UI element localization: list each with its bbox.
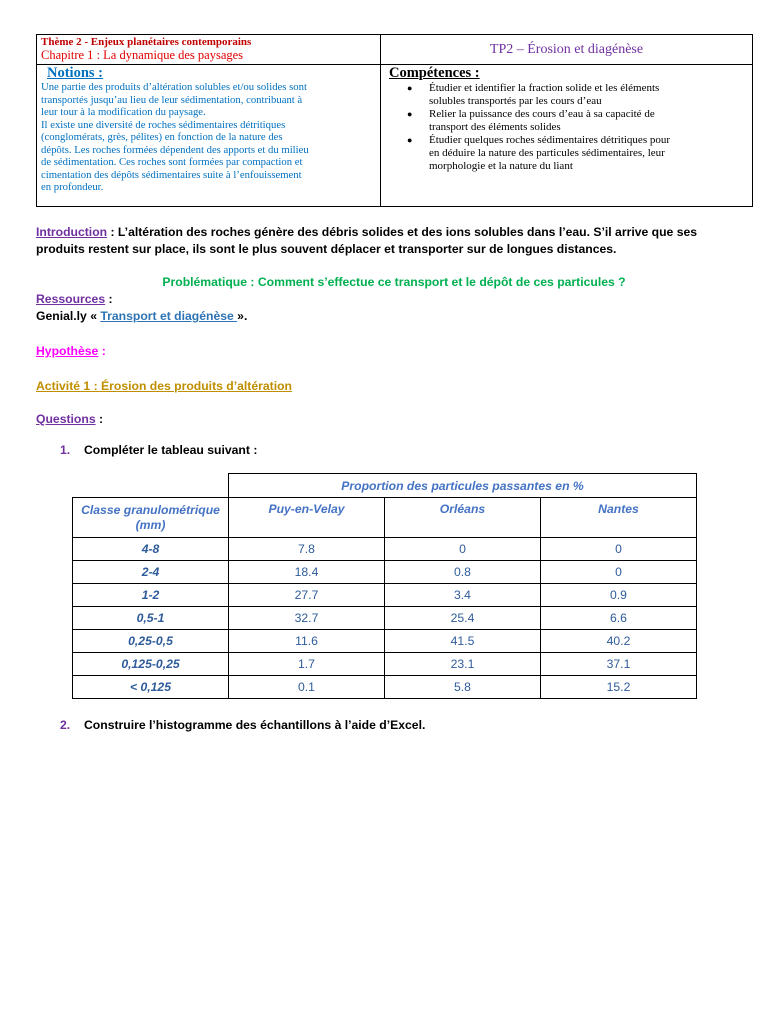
row-class: 1-2	[73, 584, 229, 607]
ressources-prefix: Genial.ly «	[36, 309, 101, 323]
theme-title: Thème 2 - Enjeux planétaires contemporains	[41, 36, 252, 48]
column-header: Puy-en-Velay	[229, 498, 385, 538]
header-table	[36, 34, 753, 207]
table-row	[73, 561, 697, 584]
row-value: 7.8	[229, 538, 385, 561]
table-row	[73, 676, 697, 699]
table-row	[73, 607, 697, 630]
question-2	[60, 717, 425, 734]
row-value: 0	[385, 538, 541, 561]
hypothese-label: Hypothèse	[36, 344, 99, 358]
question-number: 1.	[60, 443, 71, 457]
row-value: 37.1	[541, 653, 697, 676]
ressources-label: Ressources	[36, 292, 106, 306]
table-row	[73, 630, 697, 653]
competence-item	[407, 134, 748, 172]
table-row	[73, 653, 697, 676]
class-header-line: (mm)	[135, 517, 166, 532]
notions-line: cimentation des dépôts sédimentaires suite à l’enfouissement	[41, 168, 302, 181]
competence-line: Relier la puissance des cours d’eau à sa capacité de	[429, 108, 655, 121]
row-value: 11.6	[229, 630, 385, 653]
notions-text	[41, 81, 376, 194]
table-row	[73, 584, 697, 607]
notions-cell	[37, 65, 381, 207]
notions-line: Il existe une diversité de roches sédimentaires détritiques	[41, 118, 286, 131]
row-class: 0,125-0,25	[73, 653, 229, 676]
activite-title: Activité 1 : Érosion des produits d’altération	[36, 379, 292, 393]
column-header: Orléans	[385, 498, 541, 538]
row-value: 0	[541, 561, 697, 584]
row-value: 41.5	[385, 630, 541, 653]
header-left-cell	[37, 35, 381, 65]
tp-title: TP2 – Érosion et diagénèse	[381, 35, 753, 65]
competence-line: Étudier quelques roches sédimentaires détritiques pour	[429, 134, 671, 147]
question-number: 2.	[60, 718, 71, 732]
problematique: Problématique : Comment s’effectue ce transport et le dépôt de ces particules ?	[162, 275, 626, 289]
introduction-label: Introduction	[36, 225, 108, 239]
row-value: 0	[541, 538, 697, 561]
granulometry-table	[72, 473, 697, 699]
row-class: < 0,125	[73, 676, 229, 699]
ressources-colon: :	[105, 292, 113, 306]
class-header-line: Classe granulométrique	[81, 502, 220, 517]
notions-line: leur tour à la modification du paysage.	[41, 106, 206, 118]
row-class: 0,25-0,5	[73, 630, 229, 653]
table-row	[73, 538, 697, 561]
row-value: 5.8	[385, 676, 541, 699]
competence-line: morphologie et la nature du liant	[429, 159, 573, 172]
class-header	[73, 498, 229, 538]
competences-cell	[381, 65, 753, 207]
hypothese-colon: :	[98, 344, 106, 358]
chapter-title: Chapitre 1 : La dynamique des paysages	[41, 48, 244, 62]
notions-title: Notions :	[47, 65, 103, 81]
ressources-line	[36, 308, 247, 325]
table-corner-cell	[73, 474, 229, 498]
bullet-icon: ●	[407, 83, 413, 93]
question-text: Construire l’histogramme des échantillons à l’aide d’Excel.	[84, 718, 426, 732]
row-value: 15.2	[541, 676, 697, 699]
notions-line: en profondeur.	[41, 181, 104, 193]
row-value: 0.8	[385, 561, 541, 584]
competences-title: Compétences :	[389, 65, 480, 81]
row-class: 2-4	[73, 561, 229, 584]
introduction-text: produits restent sur place, ils sont le plus souvent déplacer et transporter sur de longues distances.	[36, 242, 617, 256]
row-value: 18.4	[229, 561, 385, 584]
ressources-heading	[36, 291, 113, 308]
ressources-suffix: ».	[237, 309, 248, 323]
row-value: 25.4	[385, 607, 541, 630]
bullet-icon: ●	[407, 135, 413, 146]
notions-line: (conglomérats, grès, pélites) en fonction de la nature des	[41, 131, 283, 143]
introduction-text: : L’altération des roches génère des débris solides et des ions solubles dans l’eau. S’il arrive que ses	[107, 225, 698, 239]
table-group-header: Proportion des particules passantes en %	[229, 474, 697, 498]
competence-line: en déduire la nature des particules sédimentaires, leur	[429, 146, 665, 159]
questions-label: Questions	[36, 412, 96, 426]
row-class: 4-8	[73, 538, 229, 561]
competence-line: Étudier et identifier la fraction solide et les éléments	[429, 82, 660, 94]
hypothese-heading	[36, 343, 106, 360]
notions-line: Une partie des produits d’altération solubles et/ou solides sont	[41, 81, 307, 93]
competence-line: solubles transportés par les cours d’eau	[429, 94, 602, 107]
row-value: 3.4	[385, 584, 541, 607]
competence-item	[407, 82, 748, 107]
competence-item	[407, 108, 748, 133]
row-value: 1.7	[229, 653, 385, 676]
question-1	[60, 442, 257, 459]
row-value: 32.7	[229, 607, 385, 630]
questions-colon: :	[95, 412, 104, 426]
competence-line: transport des éléments solides	[429, 120, 561, 133]
genially-link[interactable]: Transport et diagénèse	[100, 309, 238, 323]
row-value: 6.6	[541, 607, 697, 630]
introduction-line	[36, 224, 752, 241]
bullet-icon: ●	[407, 109, 413, 120]
notions-line: de sédimentation. Ces roches sont formées par compaction et	[41, 156, 303, 168]
notions-line: transportés jusqu’au lieu de leur sédimentation, contribuant à	[41, 93, 303, 106]
row-value: 27.7	[229, 584, 385, 607]
row-value: 23.1	[385, 653, 541, 676]
competences-list	[385, 82, 748, 172]
row-value: 0.9	[541, 584, 697, 607]
row-value: 40.2	[541, 630, 697, 653]
question-text: Compléter le tableau suivant :	[84, 443, 258, 457]
row-value: 0.1	[229, 676, 385, 699]
introduction-paragraph	[36, 224, 752, 258]
notions-line: dépôts. Les roches formées dépendent des apports et du milieu	[41, 143, 309, 156]
row-class: 0,5-1	[73, 607, 229, 630]
column-header: Nantes	[541, 498, 697, 538]
questions-heading	[36, 411, 103, 428]
